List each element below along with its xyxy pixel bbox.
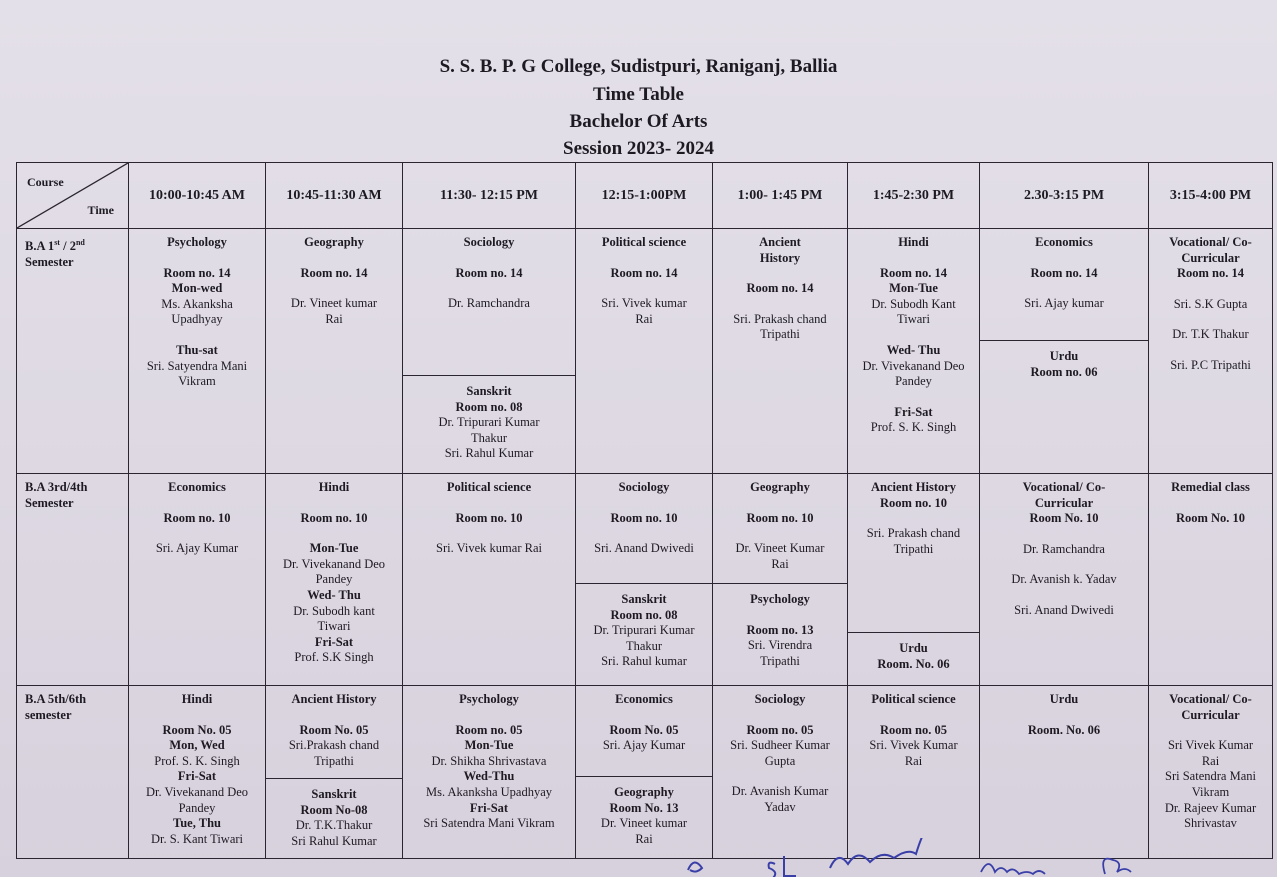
slot-header: 1:45-2:30 PM [848,163,980,229]
timetable-cell: Hindi Room no. 10 Mon-Tue Dr. Vivekanand Deo Pandey Wed- Thu Dr. Subodh kant Tiwari Fri-Sat Prof. S.K Singh [266,474,403,686]
row-label: B.A 3rd/4th Semester [17,474,129,686]
slot-header: 12:15-1:00PM [576,163,713,229]
handwritten-signatures [680,838,980,877]
slot-header: 10:00-10:45 AM [129,163,266,229]
slot-header: 1:00- 1:45 PM [713,163,848,229]
row-label: B.A 1st / 2nd Semester [17,229,129,474]
corner-course-label: Course [27,175,64,189]
timetable-cell: Political science Room no. 14 Sri. Vivek kumar Rai [576,229,713,474]
row-label: B.A 5th/6th semester [17,686,129,859]
timetable-cell: Ancient History Room no. 14 Sri. Prakash chand Tripathi [713,229,848,474]
slot-header: 11:30- 12:15 PM [403,163,576,229]
timetable-cell: Sociology Room no. 05 Sri. Sudheer Kumar Gupta Dr. Avanish Kumar Yadav [713,686,848,859]
timetable-cell: Geography Room no. 14 Dr. Vineet kumar Rai [266,229,403,474]
semester-row-3 [17,686,1273,859]
document-title: Time Table [593,84,684,105]
slot-header: 10:45-11:30 AM [266,163,403,229]
timetable-cell: Vocational/ Co- Curricular Room No. 10 Dr. Ramchandra Dr. Avanish k. Yadav Sri. Anand Dwivedi [980,474,1149,686]
timetable-cell: Ancient History Room No. 05 Sri.Prakash chand Tripathi Sanskrit Room No-08 Dr. T.K.Thakur Sri Rahul Kumar [266,686,403,859]
timetable-cell: Economics Room no. 10 Sri. Ajay Kumar [129,474,266,686]
corner-time-label: Time [87,203,114,218]
timetable-cell: Psychology Room no. 05 Mon-Tue Dr. Shikha Shrivastava Wed-Thu Ms. Akanksha Upadhyay Fri-Sat Sri Satendra Mani Vikram [403,686,576,859]
header-row [17,163,1273,229]
timetable-cell: Hindi Room no. 14 Mon-Tue Dr. Subodh Kant Tiwari Wed- Thu Dr. Vivekanand Deo Pandey Fri-Sat Prof. S. K. Singh [848,229,980,474]
timetable-cell: Vocational/ Co- Curricular Room no. 14 Sri. S.K Gupta Dr. T.K Thakur Sri. P.C Tripathi [1149,229,1273,474]
slot-header: 3:15-4:00 PM [1149,163,1273,229]
timetable-cell: Political science Room no. 05 Sri. Vivek Kumar Rai [848,686,980,859]
corner-cell [17,163,129,229]
program-name: Bachelor Of Arts [569,111,708,132]
slot-header: 2.30-3:15 PM [980,163,1149,229]
timetable-cell: Remedial class Room No. 10 [1149,474,1273,686]
timetable-cell: Sociology Room no. 10 Sri. Anand Dwivedi Sanskrit Room no. 08 Dr. Tripurari Kumar Thakur Sri. Rahul kumar [576,474,713,686]
timetable-cell: Economics Room no. 14 Sri. Ajay kumar Urdu Room no. 06 [980,229,1149,474]
session-label: Session 2023- 2024 [563,138,714,159]
timetable-cell: Urdu Room. No. 06 [980,686,1149,859]
timetable-cell: Hindi Room No. 05 Mon, Wed Prof. S. K. Singh Fri-Sat Dr. Vivekanand Deo Pandey Tue, Thu Dr. S. Kant Tiwari [129,686,266,859]
semester-row-1 [17,229,1273,474]
college-name: S. S. B. P. G College, Sudistpuri, Raniganj, Ballia [439,56,838,77]
timetable-grid [16,162,1273,859]
timetable-cell: Ancient History Room no. 10 Sri. Prakash chand Tripathi Urdu Room. No. 06 [848,474,980,686]
timetable-cell: Geography Room no. 10 Dr. Vineet Kumar Rai Psychology Room no. 13 Sri. Virendra Tripathi [713,474,848,686]
timetable-cell: Political science Room no. 10 Sri. Vivek kumar Rai [403,474,576,686]
handwritten-signatures-right [975,850,1155,877]
timetable-cell: Psychology Room no. 14 Mon-wed Ms. Akanksha Upadhyay Thu-sat Sri. Satyendra Mani Vikram [129,229,266,474]
timetable-cell: Economics Room No. 05 Sri. Ajay Kumar Geography Room No. 13 Dr. Vineet kumar Rai [576,686,713,859]
timetable-cell: Vocational/ Co- Curricular Sri Vivek Kumar Rai Sri Satendra Mani Vikram Dr. Rajeev Kumar Shrivastav [1149,686,1273,859]
timetable-cell: Sociology Room no. 14 Dr. Ramchandra Sanskrit Room no. 08 Dr. Tripurari Kumar Thakur Sri. Rahul Kumar [403,229,576,474]
semester-row-2 [17,474,1273,686]
